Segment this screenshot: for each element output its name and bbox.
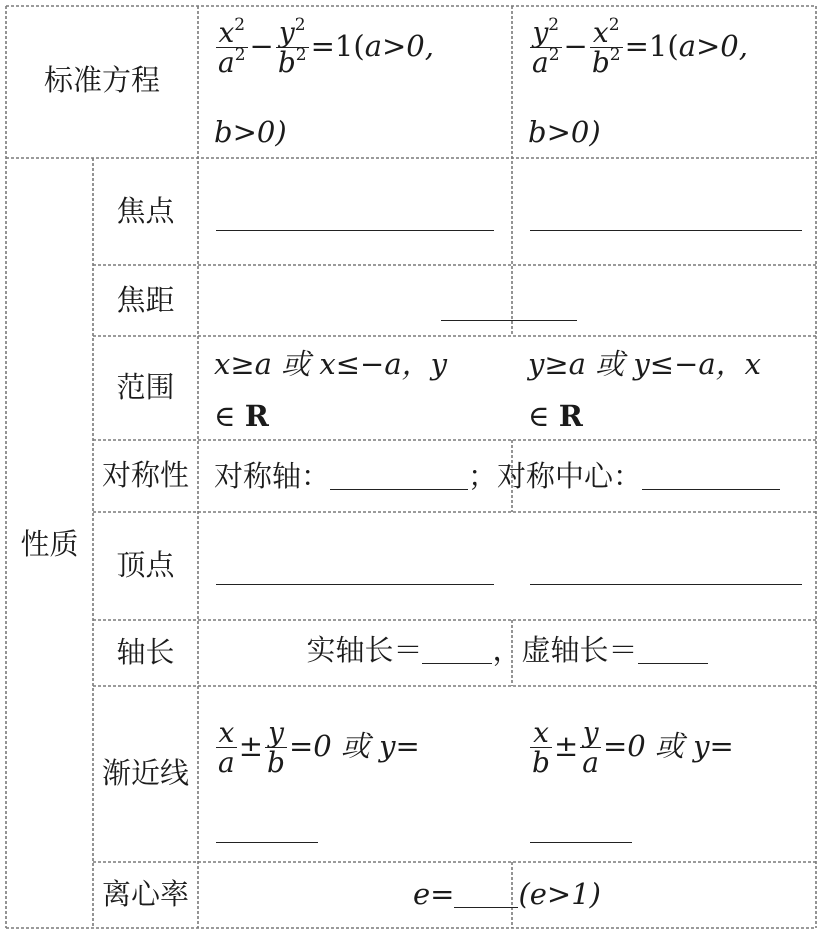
fraction-x-a: $\frac{x}{a}$ — [218, 716, 235, 780]
answer-blank-focal-distance — [441, 320, 577, 321]
fraction-y-a: $\frac{y}{a}$ — [582, 716, 599, 780]
row-label-focal-distance: 焦距 — [116, 282, 175, 317]
fraction-x-b: $\frac{x}{b}$ — [532, 716, 550, 780]
row-label-range: 范围 — [116, 370, 175, 404]
standard-equation-x-axis: $\frac{x^2}{a^2}$ − $\frac{y^2}{b^2}$ =1(a>0, — [218, 15, 434, 80]
range-left-line1: x≥a 或 x≤−a，y — [214, 347, 448, 381]
range-right-line1: y≥a 或 y≤−a，x — [528, 347, 762, 381]
answer-blank-vertex-left — [216, 584, 494, 585]
asymptote-right-equation: $\frac{x}{b}$ ± $\frac{y}{a}$ =0 或 y= — [532, 716, 734, 780]
row-label-focus: 焦点 — [116, 193, 175, 228]
axis-length-content: 实轴长＝ ，虚轴长＝ — [198, 636, 816, 665]
standard-equation-x-axis-condition: b>0) — [214, 115, 287, 149]
answer-blank-eccentricity — [454, 881, 518, 908]
eccentricity-content: e= (e>1) — [412, 877, 601, 911]
fraction-y-b: $\frac{y}{b}$ — [267, 716, 285, 780]
fraction-x2-a2: $\frac{x^2}{a^2}$ — [218, 15, 246, 80]
answer-blank-imaginary-axis — [638, 637, 708, 664]
answer-blank-asymptote-left — [216, 842, 318, 843]
answer-blank-focus-right — [530, 230, 802, 231]
row-label-symmetry: 对称性 — [101, 458, 189, 492]
standard-equation-label: 标准方程 — [43, 63, 160, 97]
row-label-vertex: 顶点 — [116, 548, 175, 582]
standard-equation-y-axis: $\frac{y^2}{a^2}$ − $\frac{x^2}{b^2}$ =1(a>0, — [532, 15, 748, 80]
answer-blank-symmetry-center — [642, 463, 780, 490]
standard-equation-y-axis-condition: b>0) — [528, 115, 601, 149]
answer-blank-asymptote-right — [530, 842, 632, 843]
fraction-y2-a2: $\frac{y^2}{a^2}$ — [532, 15, 560, 80]
answer-blank-real-axis — [422, 637, 492, 664]
fraction-x2-b2: $\frac{x^2}{b^2}$ — [591, 15, 621, 80]
answer-blank-vertex-right — [530, 584, 802, 585]
asymptote-left-equation: $\frac{x}{a}$ ± $\frac{y}{b}$ =0 或 y= — [218, 716, 420, 780]
row-label-eccentricity: 离心率 — [101, 877, 189, 911]
answer-blank-symmetry-axis — [330, 463, 468, 490]
row-label-asymptote: 渐近线 — [101, 756, 189, 790]
row-label-axis-length: 轴长 — [116, 635, 175, 669]
fraction-y2-b2: $\frac{y^2}{b^2}$ — [277, 15, 307, 80]
range-right-line2: ∈ R — [528, 399, 583, 433]
symmetry-content: 对称轴： ；对称中心： — [214, 462, 780, 491]
answer-blank-focus-left — [216, 230, 494, 231]
properties-group-label: 性质 — [20, 527, 79, 561]
range-left-line2: ∈ R — [214, 399, 269, 433]
